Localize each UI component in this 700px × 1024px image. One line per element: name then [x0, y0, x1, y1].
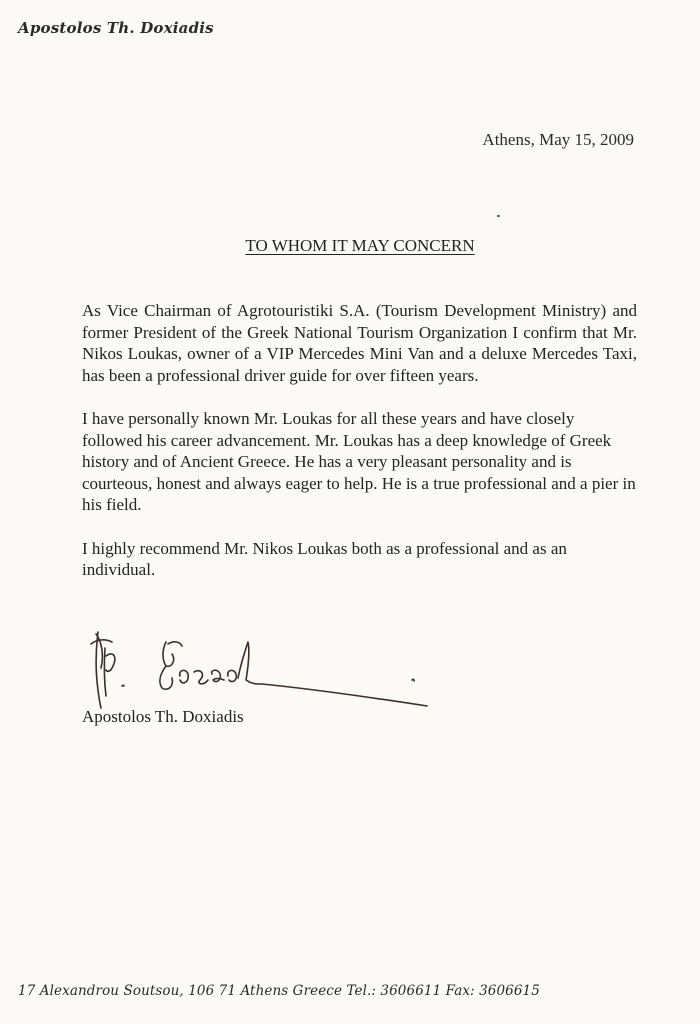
- letterhead-name: Apostolos Th. Doxiadis: [18, 19, 214, 37]
- paper-speck: [497, 215, 500, 217]
- letter-date: Athens, May 15, 2009: [482, 130, 634, 149]
- footer-address: 17 Alexandrou Soutsou, 106 71 Athens Greece Tel.: 3606611 Fax: 3606615: [18, 983, 540, 999]
- signer-name: Apostolos Th. Doxiadis: [82, 707, 244, 726]
- letter-body: [82, 300, 637, 603]
- paragraph-1: As Vice Chairman of Agrotouristiki S.A. (Tourism Development Ministry) and former President of the Greek National Tourism Organization I confirm that Mr. Nikos Loukas, owner of a VIP Mercedes Mini Van and a deluxe Mercedes Taxi, has been a professional driver guide for over fifteen years.: [82, 301, 637, 385]
- paragraph-3: I highly recommend Mr. Nikos Loukas both as a professional and as an individual.: [82, 538, 567, 579]
- paragraph-2: I have personally known Mr. Loukas for all these years and have closely followed his career advancement. Mr. Loukas has a deep knowledge of Greek history and of Ancient Greece. He has a very pleasant personality and is courteous, honest and always eager to help. He is a true professional and a pier in his field.: [82, 409, 636, 514]
- letter-subject: TO WHOM IT MAY CONCERN: [245, 236, 475, 255]
- handwritten-signature: [82, 628, 442, 718]
